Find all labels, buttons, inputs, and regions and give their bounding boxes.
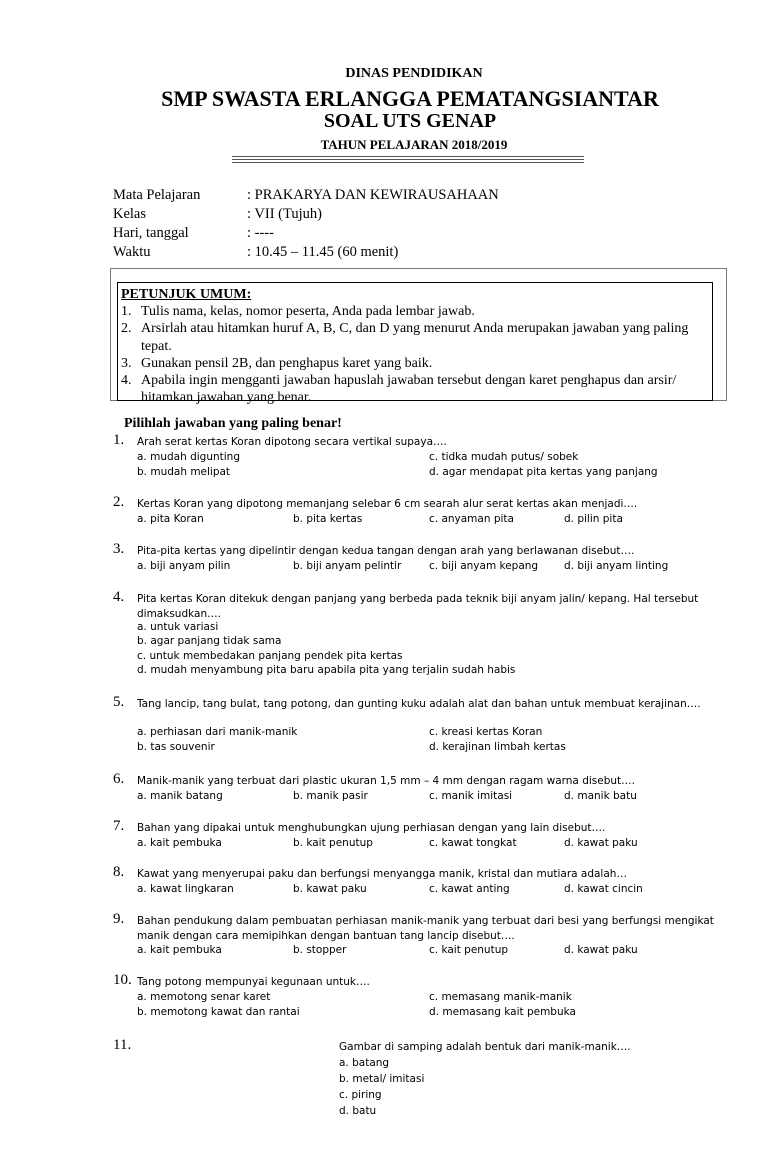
option-a: a. kait pembuka: [137, 837, 222, 849]
question-text: Pita-pita kertas yang dipelintir dengan kedua tangan dengan arah yang berlawanan disebut….: [137, 545, 635, 557]
option-c: c. anyaman pita: [429, 513, 514, 525]
option-a: a. pita Koran: [137, 513, 204, 525]
info-value: : VII (Tujuh): [247, 206, 322, 222]
question-number: 1.: [113, 432, 125, 448]
instruction-item: 1. Tulis nama, kelas, nomor peserta, Anda pada lembar jawab.: [121, 304, 475, 320]
question-text: Arah serat kertas Koran dipotong secara vertikal supaya….: [137, 436, 447, 448]
option-d: d. agar mendapat pita kertas yang panjang: [429, 466, 658, 478]
question-number: 5.: [113, 694, 125, 710]
option-c: c. kawat tongkat: [429, 837, 517, 849]
option-d: d. batu: [339, 1105, 377, 1117]
option-d: d. kawat cincin: [564, 883, 643, 895]
option-a: a. kawat lingkaran: [137, 883, 234, 895]
option-d: d. kawat paku: [564, 944, 638, 956]
info-label: Kelas: [113, 206, 147, 222]
question-text: Manik-manik yang terbuat dari plastic ukuran 1,5 mm – 4 mm dengan ragam warna disebut….: [137, 775, 635, 787]
exam-info: [113, 186, 499, 262]
question-text: Tang potong mempunyai kegunaan untuk….: [137, 976, 370, 988]
option-c: c. tidka mudah putus/ sobek: [429, 451, 579, 463]
instruction-item: 2. Arsirlah atau hitamkan huruf A, B, C, dan D yang menurut Anda merupakan jawaban yang paling tepat.: [121, 321, 689, 354]
option-d: d. memasang kait pembuka: [429, 1006, 576, 1018]
option-b: b. mudah melipat: [137, 466, 231, 478]
question-number: 11.: [113, 1037, 132, 1053]
question-number: 3.: [113, 541, 125, 557]
info-class: [113, 205, 499, 224]
option-c: c. kreasi kertas Koran: [429, 726, 543, 738]
header-divider: [232, 156, 584, 157]
section-instruction: Pilihlah jawaban yang paling benar!: [124, 416, 342, 431]
option-c: c. kait penutup: [429, 944, 509, 956]
option-b: b. kait penutup: [293, 837, 373, 849]
question-number: 2.: [113, 494, 125, 510]
option-a: a. memotong senar karet: [137, 991, 271, 1003]
info-value: : 10.45 – 11.45 (60 menit): [247, 244, 399, 260]
instruction-item: 3. Gunakan pensil 2B, dan penghapus karet yang baik.: [121, 355, 433, 371]
question-number: 8.: [113, 864, 125, 880]
option-b: b. pita kertas: [293, 513, 363, 525]
option-d: d. manik batu: [564, 790, 637, 802]
option-d: d. biji anyam linting: [564, 560, 669, 572]
option-a: a. batang: [339, 1057, 390, 1069]
info-subject: [113, 186, 499, 205]
info-value: : PRAKARYA DAN KEWIRAUSAHAAN: [247, 187, 499, 203]
option-a: a. biji anyam pilin: [137, 560, 231, 572]
option-a: a. manik batang: [137, 790, 223, 802]
general-instructions: [121, 286, 711, 406]
question-text: Pita kertas Koran ditekuk dengan panjang yang berbeda pada teknik biji anyam jalin/ kepang. Hal tersebut dimaksudkan….: [137, 593, 699, 620]
option-d: d. pilin pita: [564, 513, 623, 525]
option-c: c. kawat anting: [429, 883, 510, 895]
option-a: a. kait pembuka: [137, 944, 222, 956]
instruction-item: 4. Apabila ingin mengganti jawaban hapuslah jawaban tersebut dengan karet penghapus dan arsir/ hitamkan jawaban yang benar.: [121, 373, 677, 406]
info-date: [113, 224, 499, 243]
info-label: Waktu: [113, 244, 151, 260]
option-c: c. manik imitasi: [429, 790, 513, 802]
question-text: Gambar di samping adalah bentuk dari manik-manik….: [339, 1041, 631, 1053]
header-divider: [232, 159, 584, 160]
option-d: d. kawat paku: [564, 837, 638, 849]
option-a: a. perhiasan dari manik-manik: [137, 726, 298, 738]
option-c: c. piring: [339, 1089, 382, 1101]
option-c: c. biji anyam kepang: [429, 560, 539, 572]
option-a: a. untuk variasi: [137, 621, 219, 633]
question-text: Bahan yang dipakai untuk menghubungkan ujung perhiasan dengan yang lain disebut….: [137, 822, 606, 834]
option-b: b. tas souvenir: [137, 741, 215, 753]
info-time: [113, 243, 499, 262]
info-value: : ----: [247, 225, 274, 241]
school-title: SMP SWASTA ERLANGGA PEMATANGSIANTAR: [161, 86, 659, 111]
option-b: b. biji anyam pelintir: [293, 560, 402, 572]
question-number: 10.: [113, 972, 132, 988]
info-label: Hari, tanggal: [113, 225, 189, 241]
question-11-body: [339, 1039, 631, 1119]
option-c: c. memasang manik-manik: [429, 991, 572, 1003]
option-b: b. agar panjang tidak sama: [137, 635, 282, 647]
exam-title: SOAL UTS GENAP: [323, 110, 497, 132]
question-text: Kawat yang menyerupai paku dan berfungsi menyangga manik, kristal dan mutiara adalah…: [137, 868, 627, 880]
option-d: d. mudah menyambung pita baru apabila pita yang terjalin sudah habis: [137, 664, 516, 676]
question-number: 4.: [113, 589, 125, 605]
question-number: 6.: [113, 771, 125, 787]
academic-year: TAHUN PELAJARAN 2018/2019: [320, 137, 508, 152]
header-divider: [232, 162, 584, 163]
option-c: c. untuk membedakan panjang pendek pita kertas: [137, 650, 403, 662]
question-text: Kertas Koran yang dipotong memanjang selebar 6 cm searah alur serat kertas akan menjadi….: [137, 498, 638, 510]
option-a: a. mudah digunting: [137, 451, 240, 463]
option-d: d. kerajinan limbah kertas: [429, 741, 566, 753]
option-b: b. kawat paku: [293, 883, 367, 895]
question-number: 9.: [113, 911, 125, 927]
question-text: Bahan pendukung dalam pembuatan perhiasan manik-manik yang terbuat dari besi yang berfungsi mengikat manik dengan cara memipihkan dengan bantuan tang lancip disebut….: [137, 915, 714, 942]
option-b: b. stopper: [293, 944, 347, 956]
question-text: Tang lancip, tang bulat, tang potong, dan gunting kuku adalah alat dan bahan untuk membuat kerajinan….: [137, 698, 701, 710]
option-b: b. manik pasir: [293, 790, 368, 802]
instructions-title: PETUNJUK UMUM:: [121, 287, 252, 302]
question-number: 7.: [113, 818, 125, 834]
option-b: b. metal/ imitasi: [339, 1073, 425, 1085]
option-b: b. memotong kawat dan rantai: [137, 1006, 300, 1018]
info-label: Mata Pelajaran: [113, 187, 201, 203]
agency-title: DINAS PENDIDIKAN: [345, 66, 483, 81]
